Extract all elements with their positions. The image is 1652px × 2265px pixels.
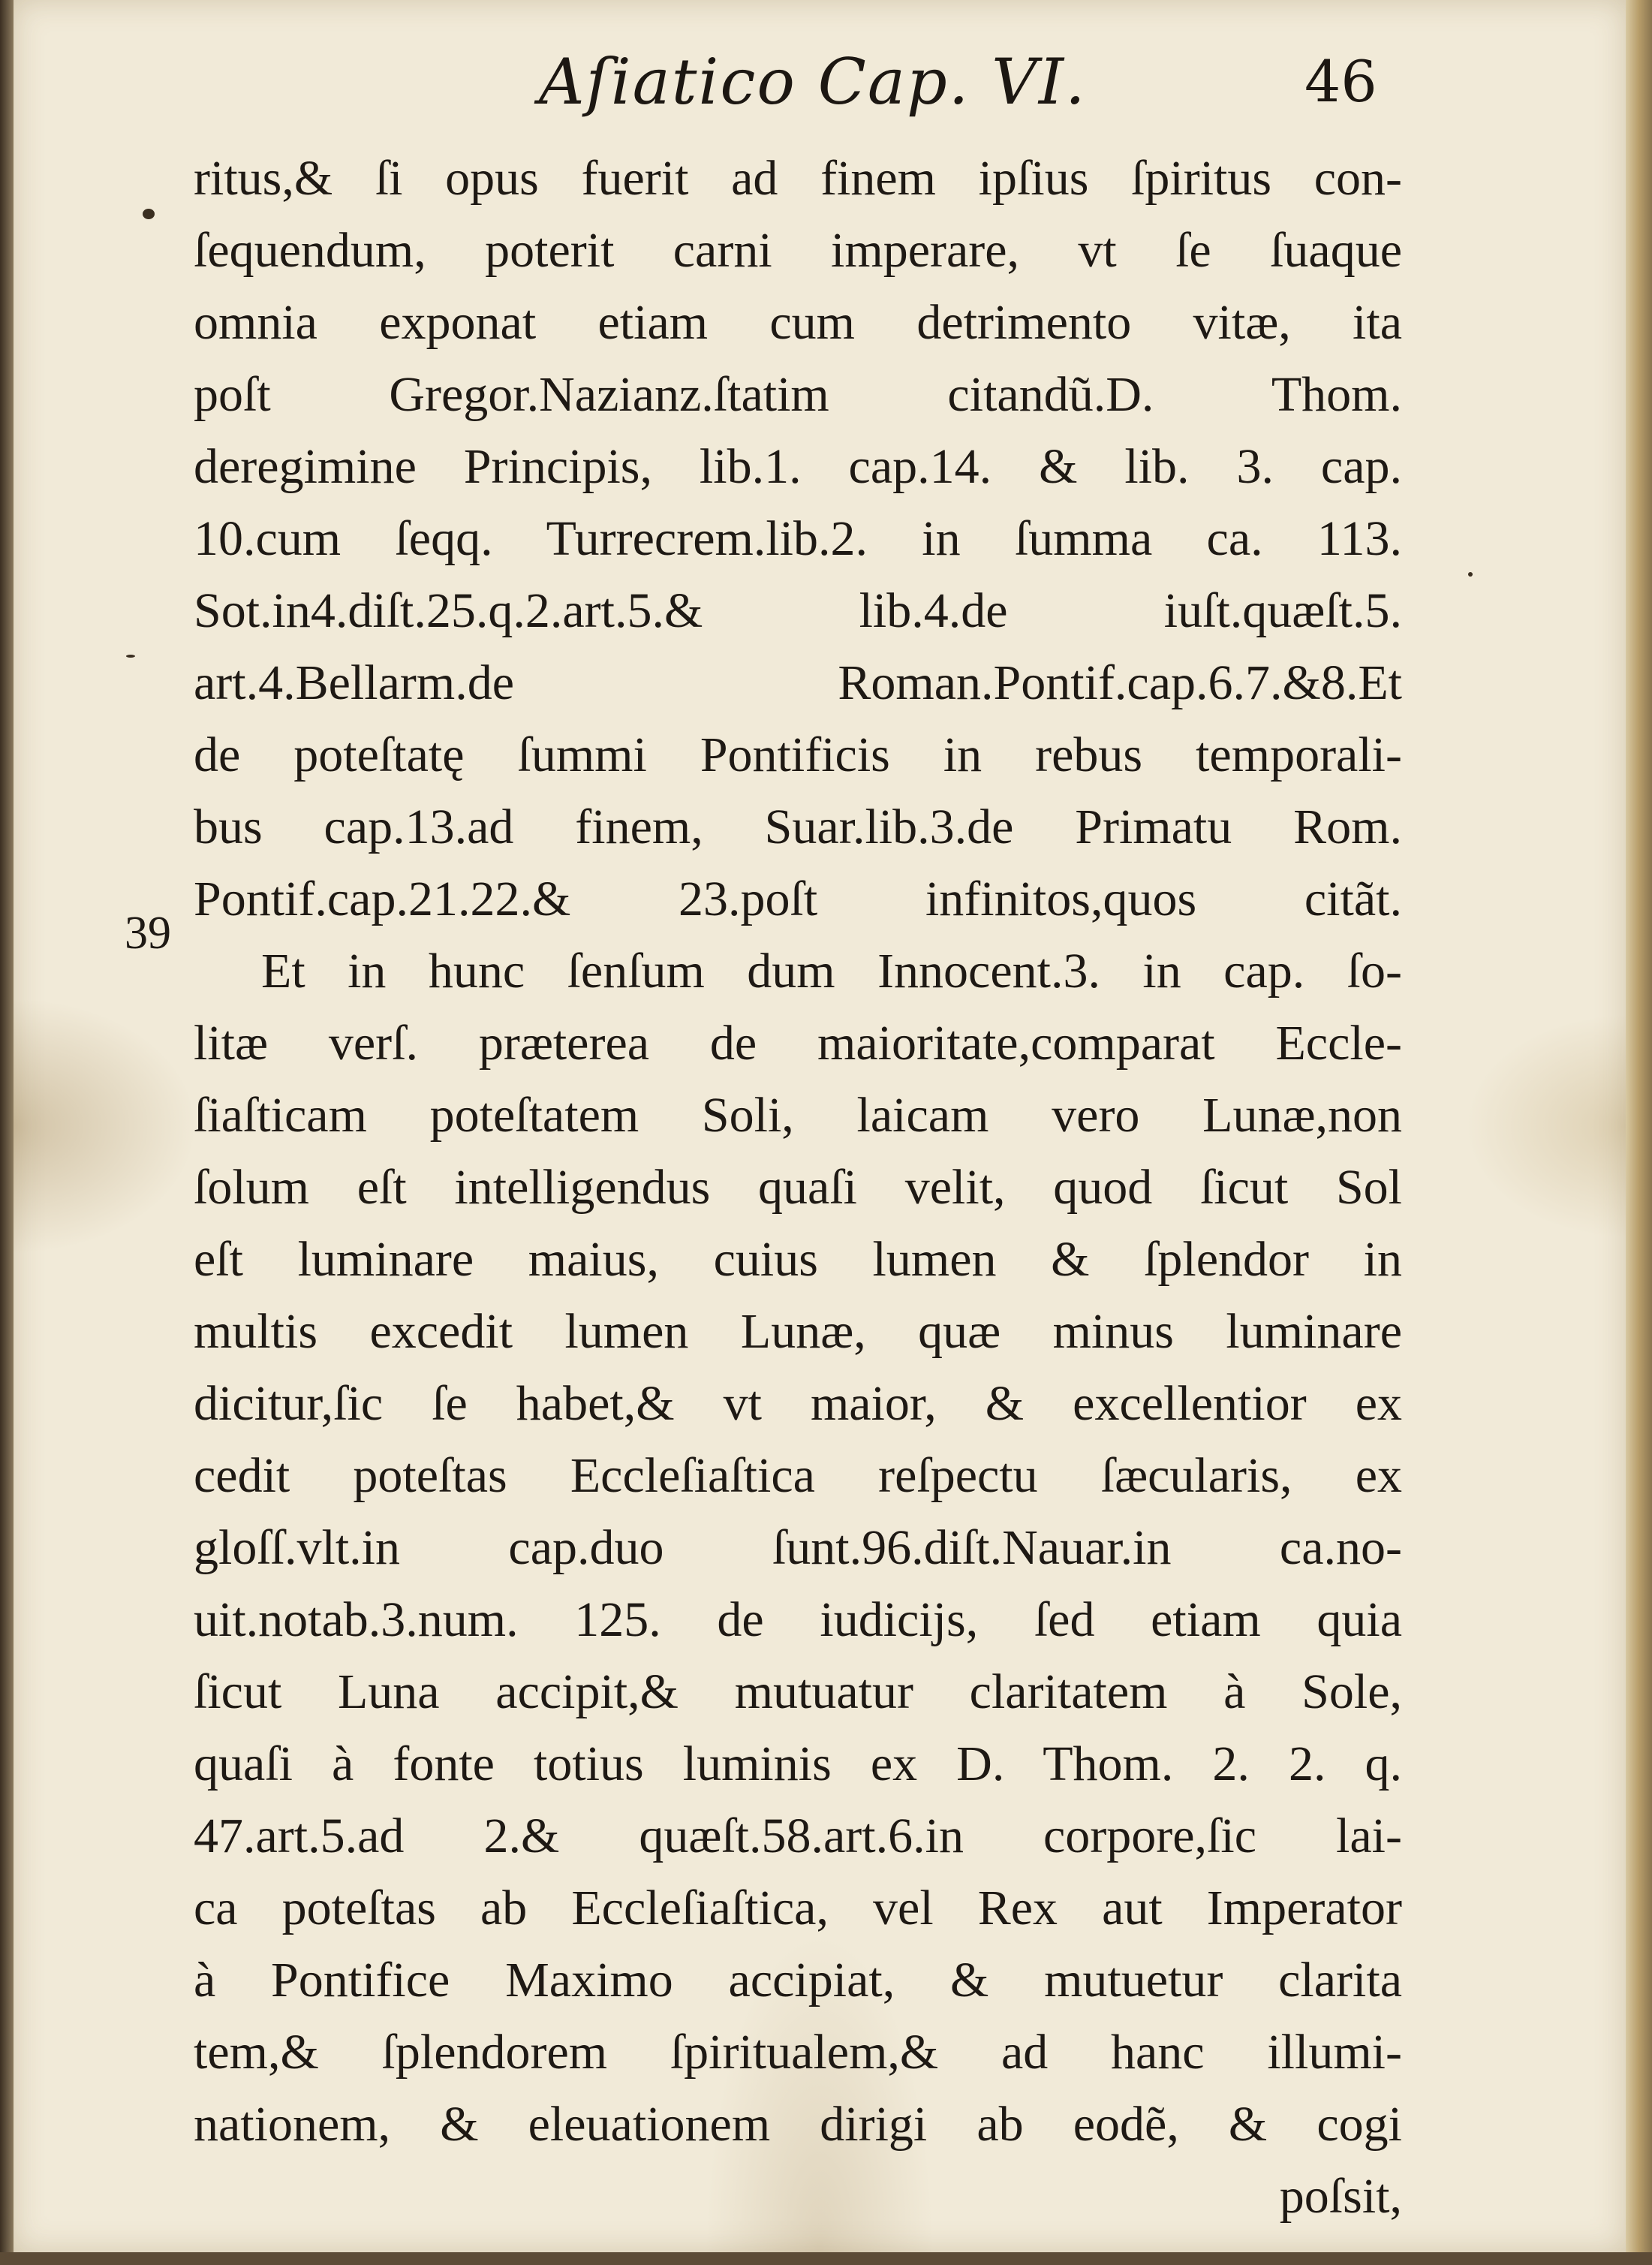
- ink-speck: [1468, 572, 1473, 577]
- text-line: 47.art.5.ad 2.& quæſt.58.art.6.in corpore,ſic lai-: [194, 1809, 1402, 1863]
- marginal-paragraph-number: 39: [125, 908, 171, 959]
- page-number: 46: [1304, 48, 1377, 115]
- text-line: dicitur,ſic ſe habet,& vt maior, & excellentior ex: [194, 1376, 1402, 1431]
- text-line: à Pontifice Maximo accipiat, & mutuetur clarita: [194, 1953, 1402, 2007]
- book-page: [14, 0, 1626, 2252]
- text-line: deregimine Principis, lib.1. cap.14. & lib. 3. cap.: [194, 439, 1402, 494]
- text-line: quaſi à fonte totius luminis ex D. Thom. 2. 2. q.: [194, 1736, 1402, 1791]
- text-line: multis excedit lumen Lunæ, quæ minus luminare: [194, 1304, 1402, 1359]
- body-text: [194, 143, 1402, 2233]
- ink-speck: [143, 209, 155, 219]
- page-bottom-edge: [0, 2252, 1652, 2265]
- ink-speck: [126, 655, 135, 658]
- text-line: poſt Gregor.Nazianz.ſtatim citandũ.D. Thom.: [194, 367, 1402, 422]
- text-line: tem,& ſplendorem ſpiritualem,& ad hanc illumi-: [194, 2025, 1402, 2080]
- page-edge: [1626, 0, 1652, 2265]
- text-line: nationem, & eleuationem dirigi ab eodẽ, & cogi: [194, 2097, 1402, 2152]
- text-line: ca poteſtas ab Eccleſiaſtica, vel Rex aut Imperator: [194, 1881, 1402, 1935]
- text-line: art.4.Bellarm.de Roman.Pontif.cap.6.7.&8.Et: [194, 655, 1402, 710]
- text-line: bus cap.13.ad finem, Suar.lib.3.de Primatu Rom.: [194, 800, 1402, 854]
- text-line: ſolum eſt intelligendus quaſi velit, quod ſicut Sol: [194, 1160, 1402, 1215]
- text-line-paragraph-start: Et in hunc ſenſum dum Innocent.3. in cap. ſo-: [261, 944, 1402, 998]
- text-line: ſequendum, poterit carni imperare, vt ſe ſuaque: [194, 223, 1402, 278]
- text-line: ſiaſticam poteſtatem Soli, laicam vero Lunæ,non: [194, 1088, 1402, 1143]
- text-line: uit.notab.3.num. 125. de iudicijs, ſed etiam quia: [194, 1592, 1402, 1647]
- text-line: Sot.in4.diſt.25.q.2.art.5.& lib.4.de iuſt.quæſt.5.: [194, 583, 1402, 638]
- text-line: de poteſtatę ſummi Pontificis in rebus temporali-: [194, 727, 1402, 782]
- text-line: 10.cum ſeqq. Turrecrem.lib.2. in ſumma ca. 113.: [194, 511, 1402, 566]
- text-line: ritus,& ſi opus fuerit ad finem ipſius ſpiritus con-: [194, 151, 1402, 206]
- running-title: Aſiatico Cap. VI.: [539, 45, 1087, 119]
- text-line: litæ verſ. præterea de maioritate,comparat Eccle-: [194, 1016, 1402, 1071]
- text-line: omnia exponat etiam cum detrimento vitæ, ita: [194, 295, 1402, 350]
- binding-gutter: [0, 0, 14, 2265]
- text-line: gloſſ.vlt.in cap.duo ſunt.96.diſt.Nauar.in ca.no-: [194, 1520, 1402, 1575]
- text-line: cedit poteſtas Eccleſiaſtica reſpectu ſæcularis, ex: [194, 1448, 1402, 1503]
- catchword: poſsit,: [1279, 2169, 1402, 2224]
- text-line: Pontif.cap.21.22.& 23.poſt infinitos,quos citãt.: [194, 872, 1402, 926]
- text-line: ſicut Luna accipit,& mutuatur claritatem à Sole,: [194, 1664, 1402, 1719]
- text-line: eſt luminare maius, cuius lumen & ſplendor in: [194, 1232, 1402, 1287]
